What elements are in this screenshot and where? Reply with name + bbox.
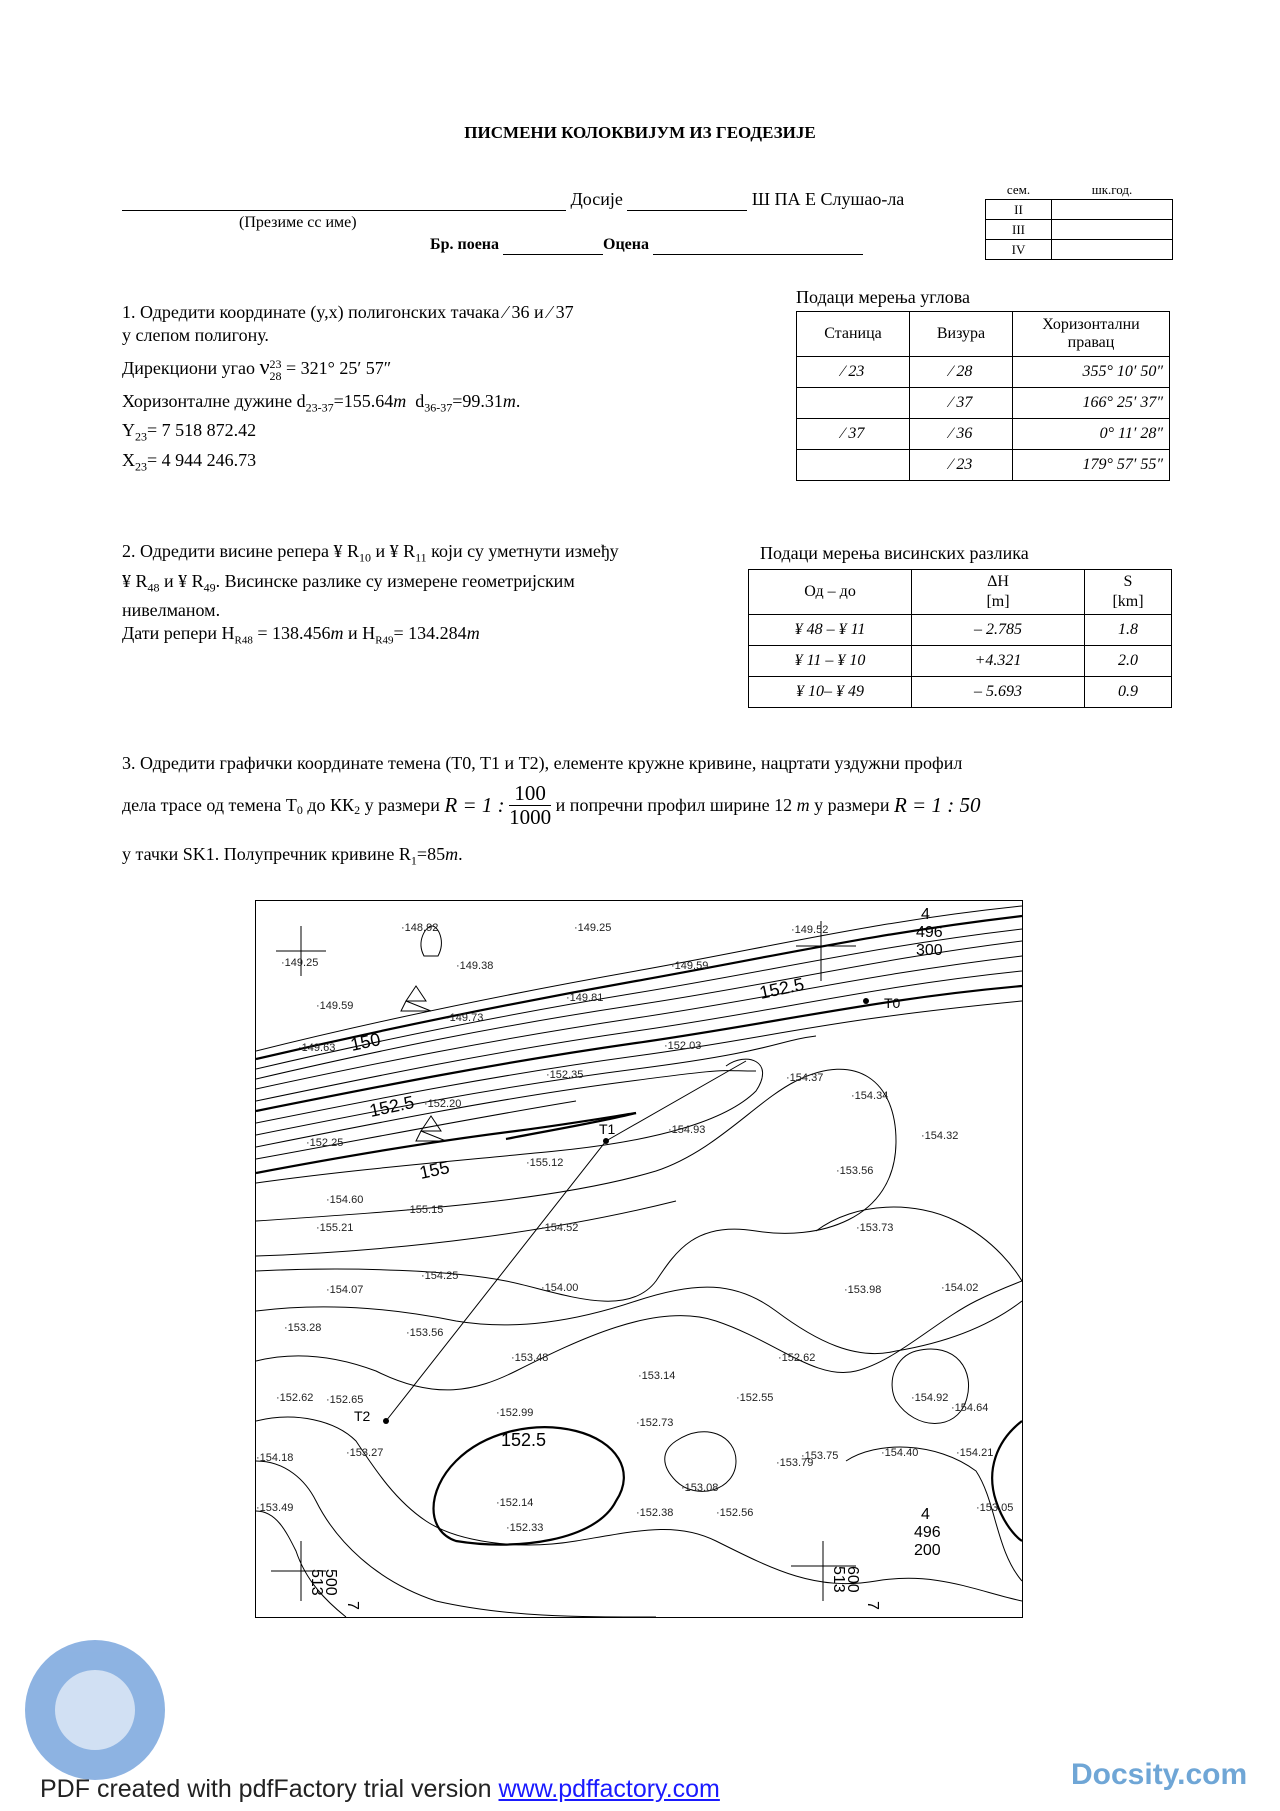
station-cell xyxy=(797,388,910,419)
task2-line1 xyxy=(122,540,727,570)
x-label: X xyxy=(122,450,135,471)
t2-sub11: 11 xyxy=(415,550,427,565)
spot-height: ·152.99 xyxy=(496,1407,534,1419)
task2-text xyxy=(122,540,727,653)
spot-height: ·154.07 xyxy=(326,1284,364,1296)
scale-fraction xyxy=(509,782,551,829)
spot-height: ·149.73 xyxy=(446,1012,484,1024)
contour-map-svg xyxy=(256,901,1022,1617)
sem-row: III xyxy=(986,220,1052,240)
contour-line xyxy=(256,1059,763,1183)
contour-line xyxy=(992,1421,1022,1541)
student-header-line xyxy=(122,189,904,211)
spot-height: ·152.03 xyxy=(664,1040,702,1052)
dosije-label: Досије xyxy=(570,189,623,209)
vertex-t0-marker xyxy=(863,998,869,1004)
spot-height: ·154.34 xyxy=(851,1090,889,1102)
task2-line2 xyxy=(122,570,727,600)
task3-line2 xyxy=(122,782,1202,829)
t3-d: и попречни профил ширине 12 xyxy=(555,795,793,815)
spot-height: ·154.64 xyxy=(951,1402,989,1414)
spot-height: ·153.48 xyxy=(511,1352,549,1364)
spot-height: ·153.28 xyxy=(284,1322,322,1334)
dist-text: Хоризонталне дужине d xyxy=(122,390,306,411)
grid-coordinate-label: 4 xyxy=(921,906,930,923)
unit-m: m xyxy=(330,623,344,644)
map-label: 155 xyxy=(417,1157,452,1183)
dir-label: Дирекциони угао xyxy=(122,358,256,378)
frac-den: 1000 xyxy=(509,805,552,829)
spot-height: ·155.21 xyxy=(316,1222,354,1234)
spot-height: ·153.56 xyxy=(836,1165,874,1177)
y23 xyxy=(122,419,722,449)
grid-coordinate-label: 7 xyxy=(864,1601,881,1610)
unit-m: m xyxy=(393,390,407,411)
route-line-t1-t2 xyxy=(386,1141,606,1421)
table-row xyxy=(749,677,1172,708)
spot-height: ·149.38 xyxy=(456,960,494,972)
spot-height: ·152.25 xyxy=(306,1137,344,1149)
school-label: Ш ПА Е Слушао-ла xyxy=(751,189,905,209)
spot-height: ·154.52 xyxy=(541,1222,579,1234)
logo-inner xyxy=(55,1670,135,1750)
spot-height: ·153.98 xyxy=(844,1284,882,1296)
spot-height: ·154.40 xyxy=(881,1447,919,1459)
direction-angle xyxy=(122,355,722,382)
t3-r2-label: R = 1 : 50 xyxy=(893,793,981,817)
spot-height: ·152.38 xyxy=(636,1507,674,1519)
dir-sup: 23 xyxy=(269,356,282,371)
footer-caption: PDF created with pdfFactory trial version xyxy=(40,1775,499,1803)
station-cell: ⁄ 23 xyxy=(797,357,910,388)
sight-cell: ⁄ 36 xyxy=(910,419,1013,450)
x23 xyxy=(122,449,722,479)
table-row xyxy=(797,419,1170,450)
t2-i: и H xyxy=(343,623,376,644)
topographic-map xyxy=(255,900,1023,1618)
map-label: T0 xyxy=(884,995,901,1011)
map-label: 152.5 xyxy=(757,973,806,1003)
year-cell[interactable] xyxy=(1052,240,1173,260)
dosije-blank[interactable] xyxy=(627,189,747,211)
task1-line2: у слепом полигону. xyxy=(122,325,269,345)
dh-cell: – 5.693 xyxy=(912,677,1085,708)
t3-sub0: 0 xyxy=(296,803,303,818)
sight-cell: ⁄ 37 xyxy=(910,388,1013,419)
map-label: 152.5 xyxy=(367,1091,416,1121)
year-cell[interactable] xyxy=(1052,200,1173,220)
table-row xyxy=(749,615,1172,646)
unit-m: m xyxy=(466,623,480,644)
table-row xyxy=(797,357,1170,388)
direction-cell: 355° 10′ 50″ xyxy=(1013,357,1170,388)
task1-text xyxy=(122,301,722,479)
contour-line xyxy=(256,906,1022,1051)
spot-height: ·149.59 xyxy=(671,960,709,972)
y-label: Y xyxy=(122,420,135,441)
from-to-cell: ¥ 48 – ¥ 11 xyxy=(749,615,912,646)
t3-b: до КК xyxy=(302,795,355,815)
t2-sub48: 48 xyxy=(147,580,160,595)
t3-sub1: 1 xyxy=(410,853,417,868)
direction-cell: 0° 11′ 28″ xyxy=(1013,419,1170,450)
spot-height: ·149.81 xyxy=(566,992,604,1004)
dir-symbol: ν xyxy=(259,354,270,379)
t3-e: у размери xyxy=(809,795,890,815)
dir-value: = 321° 25′ 57″ xyxy=(286,358,392,378)
t2-f: . Висинске разлике су измерене геометријским xyxy=(215,570,575,591)
sem-col: сем. xyxy=(986,182,1052,200)
map-label: 152.5 xyxy=(501,1430,547,1450)
spot-height: ·153.14 xyxy=(638,1370,676,1382)
spot-height: ·154.02 xyxy=(941,1282,979,1294)
spot-height: ·154.92 xyxy=(911,1392,949,1404)
t3-sub2: 2 xyxy=(354,803,361,818)
spot-height: ·152.65 xyxy=(326,1394,364,1406)
s-cell: 2.0 xyxy=(1085,646,1172,677)
spot-height: ·154.21 xyxy=(956,1447,994,1459)
spot-height: ·154.18 xyxy=(256,1452,294,1464)
year-col: шк.год. xyxy=(1052,182,1173,200)
spot-height: ·152.55 xyxy=(736,1392,774,1404)
col-sight: Визура xyxy=(910,312,1013,357)
dist-val2: =99.31 xyxy=(452,390,503,411)
grid-coordinate-label: 496 xyxy=(916,924,943,941)
table-row xyxy=(797,450,1170,481)
task2-line3: нивелманом. xyxy=(122,600,221,621)
docsity-brand[interactable]: Docsity.com xyxy=(1071,1758,1248,1791)
col-from-to: Од – до xyxy=(749,570,912,615)
station-cell: ⁄ 37 xyxy=(797,419,910,450)
t2-sub49: 49 xyxy=(203,580,216,595)
grid-coordinate-label: 200 xyxy=(914,1542,941,1559)
spot-height: ·155.15 xyxy=(406,1204,444,1216)
spot-height: ·149.63 xyxy=(298,1042,336,1054)
pdffactory-logo xyxy=(25,1640,165,1780)
points-label: Бр. поена xyxy=(430,236,500,253)
grid-coordinate-label: 7 xyxy=(344,1601,361,1610)
spot-height: ·152.35 xyxy=(546,1069,584,1081)
contour-line xyxy=(846,1447,1022,1581)
sem-row: II xyxy=(986,200,1052,220)
direction-cell: 166° 25′ 37″ xyxy=(1013,388,1170,419)
map-label: 150 xyxy=(348,1029,383,1055)
dist-val1: =155.64 xyxy=(333,390,394,411)
t2-g: Дати репери H xyxy=(122,623,235,644)
spot-height: ·152.62 xyxy=(778,1352,816,1364)
from-to-cell: ¥ 10– ¥ 49 xyxy=(749,677,912,708)
grid-coordinate-label: 600 xyxy=(844,1566,861,1593)
dist-sub2: 36-37 xyxy=(424,400,453,415)
points-blank[interactable] xyxy=(503,236,603,255)
dir-sub: 28 xyxy=(269,368,282,383)
spot-height: ·154.00 xyxy=(541,1282,579,1294)
spot-height: ·149.25 xyxy=(574,922,612,934)
spot-height: ·153.08 xyxy=(681,1482,719,1494)
spot-height: ·149.52 xyxy=(791,924,829,936)
spot-height: ·153.05 xyxy=(976,1502,1014,1514)
year-cell[interactable] xyxy=(1052,220,1173,240)
t2-subR49: R49 xyxy=(375,634,394,647)
angles-table xyxy=(796,311,1170,481)
sight-cell: ⁄ 28 xyxy=(910,357,1013,388)
grade-blank[interactable] xyxy=(653,236,863,255)
task3-line1: 3. Одредити графички координате темена (T0, T1 и T2), елементе кружне кривине, нацртати уздужни профил xyxy=(122,753,963,773)
contour-line xyxy=(256,1287,1022,1354)
t2-j: = 134.284 xyxy=(393,623,467,644)
spot-height: ·149.25 xyxy=(281,957,319,969)
dh-label: ΔH xyxy=(987,573,1009,590)
s-label: S xyxy=(1123,573,1133,590)
contour-line xyxy=(816,1207,1022,1281)
grid-coordinate-label: 300 xyxy=(916,942,943,959)
y-value: = 7 518 872.42 xyxy=(147,420,257,441)
name-label: (Презиме сс име) xyxy=(239,214,357,231)
t2-b: и ¥ R xyxy=(370,541,416,561)
semester-table xyxy=(985,182,1173,260)
grid-coordinate-label: 496 xyxy=(914,1524,941,1541)
frac-num: 100 xyxy=(509,782,551,806)
col-s xyxy=(1085,570,1172,615)
t3-a: дела трасе од темена T xyxy=(122,795,297,815)
t2-c: који су уметнути између xyxy=(426,541,619,561)
t3-f: у тачки SK1. Полупречник кривине R xyxy=(122,844,411,864)
grade-label: Оцена xyxy=(603,236,649,253)
grid-coordinate-label: 513 xyxy=(308,1569,325,1596)
spot-height: ·152.62 xyxy=(276,1392,314,1404)
tree-conifer-icon xyxy=(401,986,431,1011)
s-unit: [km] xyxy=(1112,593,1144,610)
vertex-t1-marker xyxy=(603,1138,609,1144)
spot-height: ·152.73 xyxy=(636,1417,674,1429)
heights-caption: Подаци мерења висинских разлика xyxy=(760,543,1029,563)
spot-height: ·153.79 xyxy=(776,1457,814,1469)
heights-table xyxy=(748,569,1172,708)
points-grade-line xyxy=(430,236,863,255)
t2-h: = 138.456 xyxy=(252,623,331,644)
name-blank[interactable] xyxy=(122,189,566,211)
map-label: T2 xyxy=(354,1408,371,1424)
angles-caption: Подаци мерења углова xyxy=(796,287,970,307)
direction-cell: 179° 57′ 55″ xyxy=(1013,450,1170,481)
spot-height: ·153.27 xyxy=(346,1447,384,1459)
spot-height: ·154.37 xyxy=(786,1072,824,1084)
distances: Хоризонталне дужине $d_{23-37}=155.64m$ $d_{36-37}=99.31m$. xyxy=(122,390,521,415)
y-sub: 23 xyxy=(135,430,147,445)
contour-line xyxy=(256,941,1022,1079)
from-to-cell: ¥ 11 – ¥ 10 xyxy=(749,646,912,677)
dh-unit: [m] xyxy=(986,593,1010,610)
col-station: Станица xyxy=(797,312,910,357)
col-horiz: Хоризонтални правац xyxy=(1013,312,1170,357)
t3-g: =85 xyxy=(416,844,446,864)
unit-m: m xyxy=(445,844,459,864)
spot-height: ·148.92 xyxy=(401,922,439,934)
spot-height: ·152.14 xyxy=(496,1497,534,1509)
table-row xyxy=(749,646,1172,677)
t3-r-label: R = 1 : xyxy=(444,793,505,817)
grid-coordinate-label: 500 xyxy=(322,1569,339,1596)
footer-text xyxy=(40,1775,720,1804)
spot-height: ·154.25 xyxy=(421,1270,459,1282)
station-cell xyxy=(797,450,910,481)
t2-sub10: 10 xyxy=(358,550,371,565)
grid-coordinate-label: 513 xyxy=(830,1566,847,1593)
spot-height: ·153.56 xyxy=(406,1327,444,1339)
map-label: T1 xyxy=(599,1121,616,1137)
spot-height: ·152.56 xyxy=(716,1507,754,1519)
spot-height: ·149.59 xyxy=(316,1000,354,1012)
t3-c: у размери xyxy=(360,795,440,815)
spot-height: ·153.75 xyxy=(801,1450,839,1462)
page-title: ПИСМЕНИ КОЛОКВИЈУМ ИЗ ГЕОДЕЗИЈЕ xyxy=(464,123,816,142)
contour-line xyxy=(256,1036,816,1135)
t2-subR48: R48 xyxy=(234,634,253,647)
spot-height: ·154.93 xyxy=(668,1124,706,1136)
spot-height: ·152.33 xyxy=(506,1522,544,1534)
spot-height: ·152.20 xyxy=(424,1098,462,1110)
footer-link[interactable]: www.pdffactory.com xyxy=(498,1775,720,1803)
spot-height: ·154.32 xyxy=(921,1130,959,1142)
spot-height: ·153.49 xyxy=(256,1502,294,1514)
t2-d: ¥ R xyxy=(122,570,148,591)
sem-row: IV xyxy=(986,240,1052,260)
t2-a: 2. Одредити висине репера ¥ R xyxy=(122,541,359,561)
task2-line4 xyxy=(122,622,727,653)
spot-height: ·154.60 xyxy=(326,1194,364,1206)
table-row xyxy=(797,388,1170,419)
dh-cell: – 2.785 xyxy=(912,615,1085,646)
task1-line1: 1. Одредити координате (y,x) полигонских тачака ⁄ 36 и ⁄ 37 xyxy=(122,302,574,322)
spot-height: ·153.73 xyxy=(856,1222,894,1234)
dist-sub1: 23-37 xyxy=(305,400,334,415)
s-cell: 1.8 xyxy=(1085,615,1172,646)
spot-height: ·155.12 xyxy=(526,1157,564,1169)
vertex-t2-marker xyxy=(383,1418,389,1424)
x-sub: 23 xyxy=(135,459,147,474)
t2-e: и ¥ R xyxy=(159,570,204,591)
s-cell: 0.9 xyxy=(1085,677,1172,708)
unit-m: m xyxy=(502,390,516,411)
dh-cell: +4.321 xyxy=(912,646,1085,677)
unit-m: m xyxy=(796,795,810,815)
grid-coordinate-label: 4 xyxy=(921,1506,930,1523)
task3-line3: у тачки SK1. Полупречник кривине $R_1=85m$. xyxy=(122,844,463,868)
col-dh xyxy=(912,570,1085,615)
sight-cell: ⁄ 23 xyxy=(910,450,1013,481)
x-value: = 4 944 246.73 xyxy=(147,450,257,471)
